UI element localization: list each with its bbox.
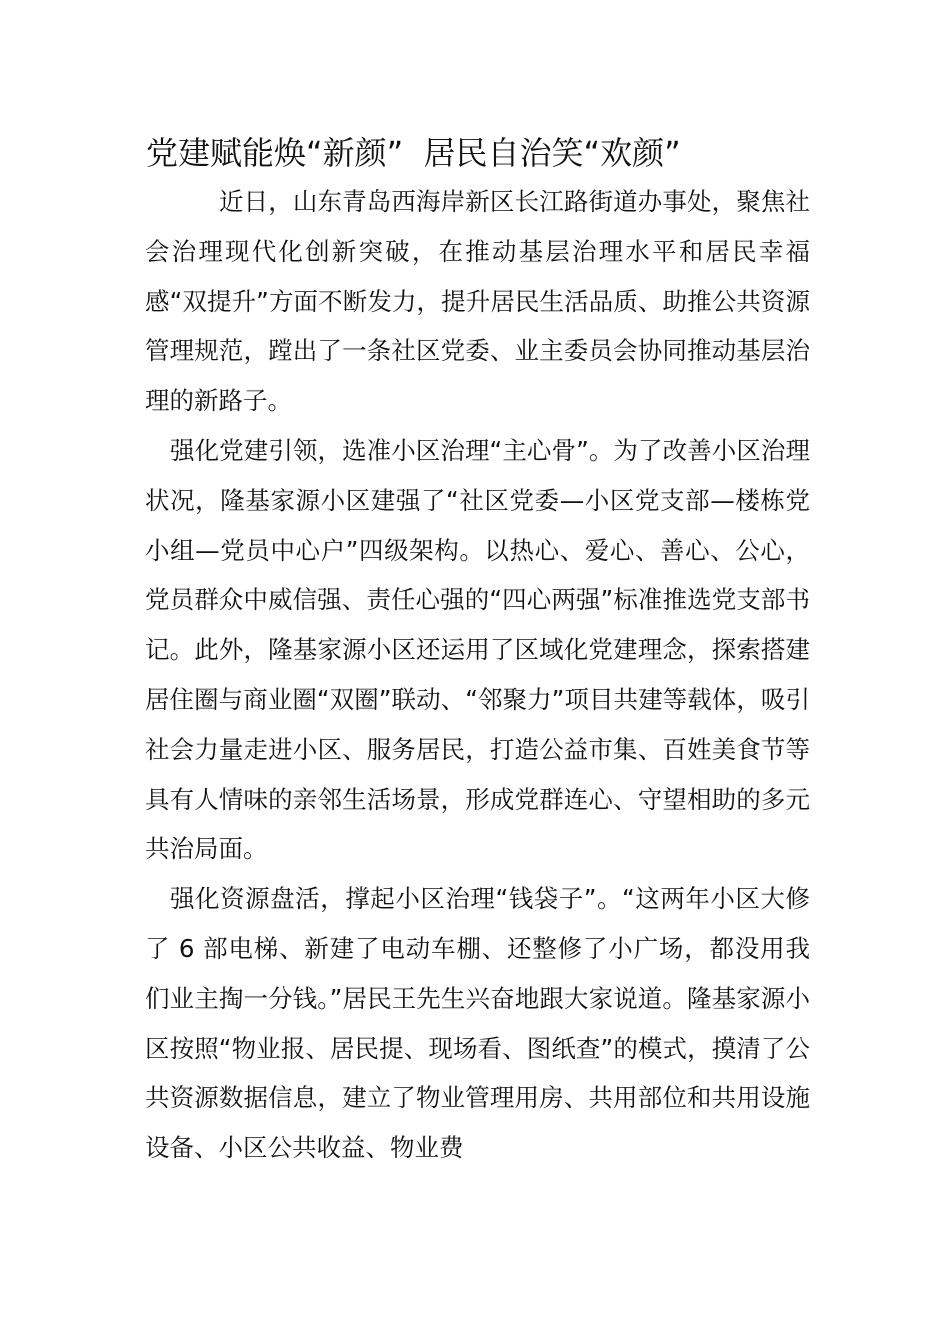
article-title: 党建赋能焕“新颜” 居民自治笑“欢颜”	[146, 134, 681, 172]
paragraph-intro: 近日，山东青岛西海岸新区长江路街道办事处，聚焦社会治理现代化创新突破，在推动基层治理水平和居民幸福感“双提升”方面不断发力，提升居民生活品质、助推公共资源管理规范，蹚出了一条社区党委、业主委员会协同推动基层治理的新路子。	[145, 187, 810, 416]
paragraph-party-leadership: 强化党建引领，选准小区治理“主心骨”。为了改善小区治理状况，隆基家源小区建强了“社区党委—小区党支部—楼栋党小组—党员中心户”四级架构。以热心、爱心、善心、公心，党员群众中威信强、责任心强的“四心两强”标准推选党支部书记。此外，隆基家源小区还运用了区域化党建理念，探索搭建居住圈与商业圈“双圈”联动、“邻聚力”项目共建等载体，吸引社会力量走进小区、服务居民，打造公益市集、百姓美食节等具有人情味的亲邻生活场景，形成党群连心、守望相助的多元共治局面。	[145, 435, 810, 864]
article-body	[145, 177, 810, 1173]
paragraph-resource-activation: 强化资源盘活，撑起小区治理“钱袋子”。“这两年小区大修了 6 部电梯、新建了电动车棚、还整修了小广场，都没用我们业主掏一分钱。”居民王先生兴奋地跟大家说道。隆基家源小区按照“物业报、居民提、现场看、图纸查”的模式，摸清了公共资源数据信息，建立了物业管理用房、共用部位和共用设施设备、小区公共收益、物业费	[145, 884, 810, 1163]
